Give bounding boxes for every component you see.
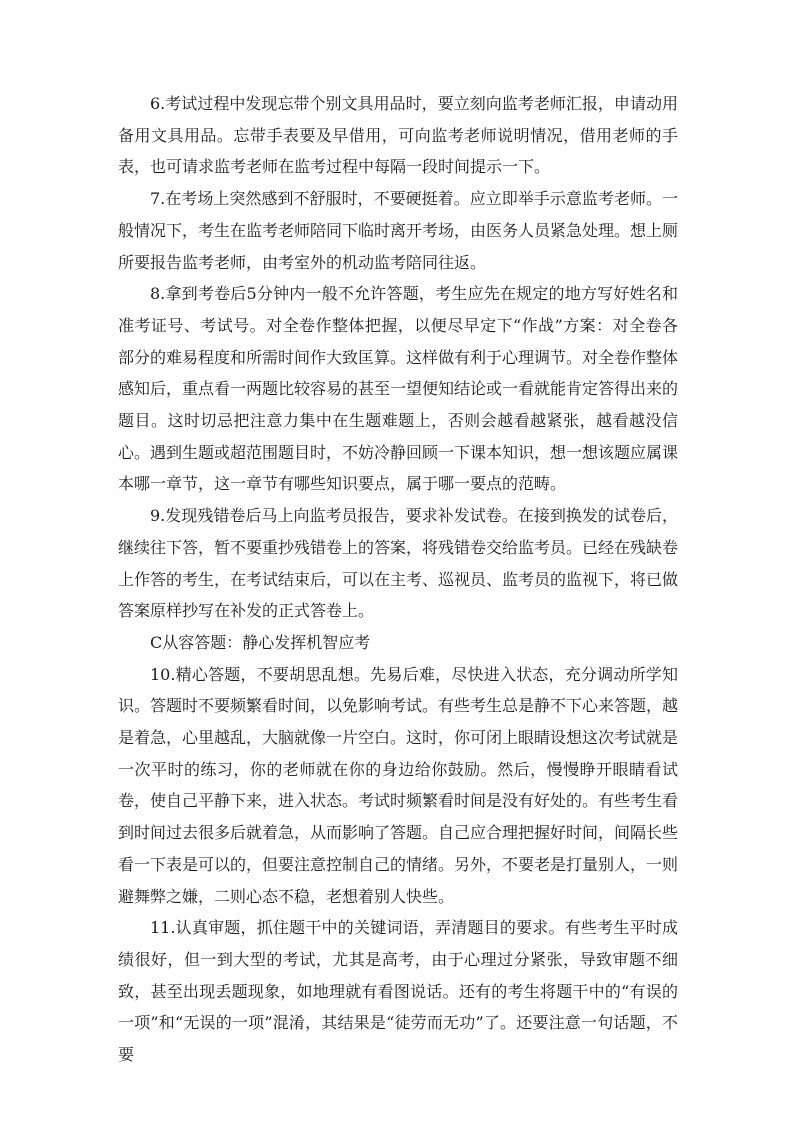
paragraph-item-9: 9.发现残错卷后马上向监考员报告，要求补发试卷。在接到换发的试卷后，继续往下答，暂不要重抄残错卷上的答案，将残错卷交给监考员。已经在残缺卷上作答的考生，在考试结束后，可以在主考、巡视员、监考员的监视下，将已做答案原样抄写在补发的正式答卷上。	[118, 506, 679, 621]
paragraph-item-11: 11.认真审题，抓住题干中的关键词语，弄清题目的要求。有些考生平时成绩很好，但一到大型的考试，尤其是高考，由于心理过分紧张，导致审题不细致，甚至出现丢题现象，如地理就有看图说话。还有的考生将题干中的“有误的一项”和“无误的一项”混淆，其结果是“徒劳而无功”了。还要注意一句话题，不要	[118, 918, 678, 1065]
paragraph-item-6: 6.考试过程中发现忘带个别文具用品时，要立刻向监考老师汇报，申请动用备用文具用品。忘带手表要及早借用，可向监考老师说明情况，借用老师的手表，也可请求监考老师在监考过程中每隔一段时间提示一下。	[118, 94, 678, 177]
paragraph-item-10: 10.精心答题，不要胡思乱想。先易后难，尽快进入状态，充分调动所学知识。答题时不要频繁看时间，以免影响考试。有些考生总是静不下心来答题，越是着急，心里越乱，大脑就像一片空白。这时，你可闭上眼睛设想这次考试就是一次平时的练习，你的老师就在你的身边给你鼓励。然后，慢慢睁开眼睛看试卷，使自己平静下来，进入状态。考试时频繁看时间是没有好处的。有些考生看到时间过去很多后就着急，从而影响了答题。自己应合理把握好时间，间隔长些看一下表是可以的，但要注意控制自己的情绪。另外，不要老是打量别人，一则避舞弊之嫌，二则心态不稳，老想着别人快些。	[118, 664, 679, 906]
paragraph-item-8: 8.拿到考卷后5分钟内一般不允许答题，考生应先在规定的地方写好姓名和准考证号、考试号。对全卷作整体把握，以便尽早定下“作战”方案：对全卷各部分的难易程度和所需时间作大致匡算。这样做有利于心理调节。对全卷作整体感知后，重点看一两题比较容易的甚至一望便知结论或一看就能肯定答得出来的题目。这时切忌把注意力集中在生题难题上，否则会越看越紧张，越看越没信心。遇到生题或超范围题目时，不妨冷静回顾一下课本知识，想一想该题应属课本哪一章节，这一章节有哪些知识要点，属于哪一要点的范畴。	[118, 284, 679, 494]
document-body	[118, 88, 678, 1071]
paragraph-item-7: 7.在考场上突然感到不舒服时，不要硬挺着。应立即举手示意监考老师。一般情况下，考生在监考老师陪同下临时离开考场，由医务人员紧急处理。想上厕所要报告监考老师，由考室外的机动监考陪同往返。	[118, 189, 679, 272]
section-heading-c: C从容答题：静心发挥机智应考	[150, 632, 371, 652]
